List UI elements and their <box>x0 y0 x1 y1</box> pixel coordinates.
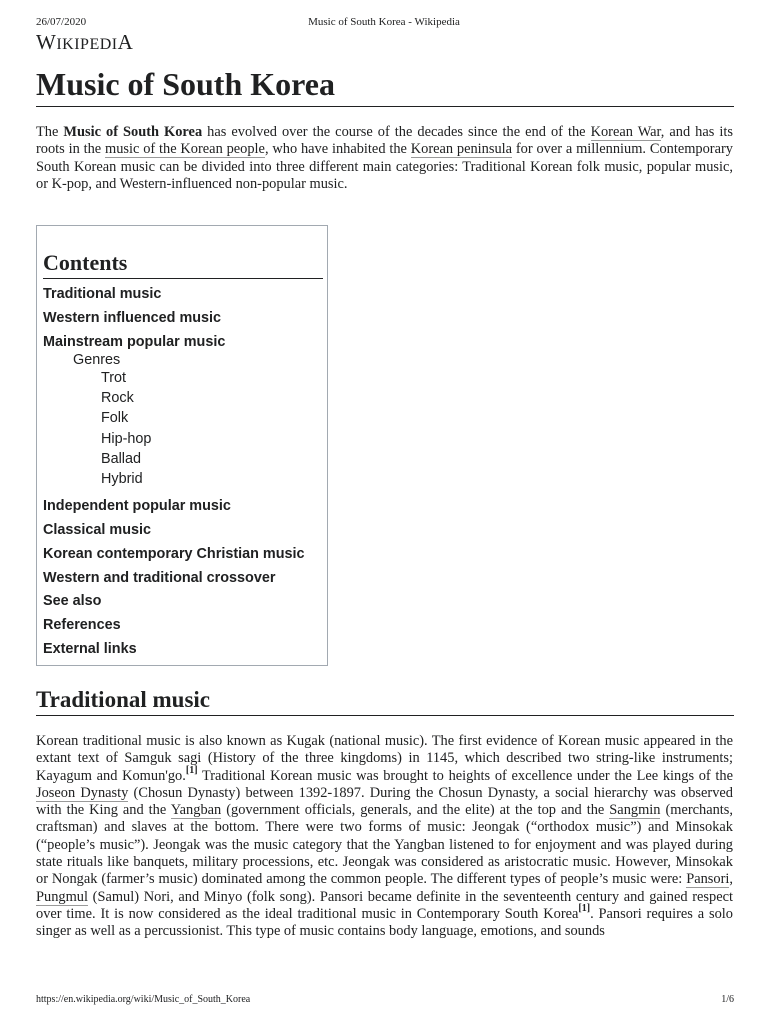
toc-item-western-influenced-music[interactable]: Western influenced music <box>43 310 222 326</box>
wikipedia-logo[interactable] <box>36 30 133 55</box>
logo-first-letter: W <box>36 30 57 54</box>
logo-last-letter: A <box>117 30 134 54</box>
lead-text: , who have inhabited the <box>264 141 411 158</box>
body-text: , <box>729 871 733 888</box>
body-text: Korean traditional music is also known as Kugak (national music). The first evidence of Korean music appeared in the extant text of Samguk sagi (History of the three kingdoms) in 1145, which described two string-like instruments; Kayagum and Komun'go. <box>36 733 733 784</box>
toc-item-classical-music[interactable]: Classical music <box>43 522 151 538</box>
toc-item-korean-contemporary-christian-music[interactable]: Korean contemporary Christian music <box>43 546 305 562</box>
toc-item-genres[interactable]: Genres <box>73 352 121 368</box>
toc-item-external-links[interactable]: External links <box>43 641 137 657</box>
citation-ref[interactable]: [1] <box>185 764 198 776</box>
body-text: (government officials, generals, and the elite) at the top and the <box>221 802 610 819</box>
toc-item-western-and-traditional-crossover[interactable]: Western and traditional crossover <box>43 570 276 586</box>
traditional-music-paragraph <box>36 733 733 941</box>
table-of-contents <box>36 225 328 666</box>
section-heading-traditional-music: Traditional music <box>36 686 734 716</box>
body-text: . Pansori requires a solo singer as well as a percussionist. This type of music contains body language, emotions, and sounds <box>36 905 733 940</box>
lead-text: has evolved over the course of the decades since the end of the <box>202 124 591 140</box>
body-text: (Samul) Nori, and Minyo (folk song). Pansori became definite in the seventeenth century and gained respect over time. It is now considered as the ideal traditional music in Contemporary South Korea <box>36 888 733 922</box>
print-date: 26/07/2020 <box>36 16 87 28</box>
link-pansori[interactable]: Pansori <box>686 871 730 888</box>
link-yangban[interactable]: Yangban <box>170 802 222 819</box>
toc-item-trot[interactable]: Trot <box>101 370 127 386</box>
page-number: 1/6 <box>721 994 734 1005</box>
toc-title: Contents <box>43 250 323 279</box>
page-title: Music of South Korea <box>36 64 734 107</box>
body-text: Traditional Korean music was brought to heights of excellence under the Lee kings of the <box>197 767 733 784</box>
link-music-of-korean-people[interactable]: music of the Korean people <box>105 141 265 158</box>
lead-text: , and has its roots in the <box>36 124 733 158</box>
link-korean-peninsula[interactable]: Korean peninsula <box>410 141 513 158</box>
logo-smallcaps: IKIPEDI <box>56 36 118 53</box>
toc-item-hybrid[interactable]: Hybrid <box>101 471 143 487</box>
citation-ref[interactable]: [1] <box>578 903 591 915</box>
toc-item-traditional-music[interactable]: Traditional music <box>43 286 162 302</box>
print-doc-title: Music of South Korea - Wikipedia <box>308 16 460 28</box>
lead-paragraph <box>36 124 733 194</box>
lead-text: for over a millennium. Contemporary South Korean music can be divided into three different main categories: Traditional Korean folk music, popular music, or K-pop, and Western-influenced non-popular music. <box>36 141 733 193</box>
link-pungmul[interactable]: Pungmul <box>36 888 88 905</box>
toc-item-see-also[interactable]: See also <box>43 593 102 609</box>
toc-item-ballad[interactable]: Ballad <box>101 451 142 467</box>
link-korean-war[interactable]: Korean War <box>590 124 661 140</box>
body-text: (Chosun Dynasty) between 1392-1897. During the Chosun Dynasty, a social hierarchy was observed with the King and the <box>36 784 733 819</box>
toc-item-independent-popular-music[interactable]: Independent popular music <box>43 498 231 514</box>
toc-item-references[interactable]: References <box>43 617 121 633</box>
print-url: https://en.wikipedia.org/wiki/Music_of_South_Korea <box>36 994 251 1005</box>
toc-item-rock[interactable]: Rock <box>101 390 134 406</box>
toc-item-folk[interactable]: Folk <box>101 410 129 426</box>
lead-text: The <box>36 124 64 140</box>
link-sangmin[interactable]: Sangmin <box>609 802 661 819</box>
link-joseon-dynasty[interactable]: Joseon Dynasty <box>36 784 129 801</box>
body-text: (merchants, craftsman) and slaves at the bottom. There were two forms of music: Jeongak (“orthodox music”) and Minsokak (“people’s music”). Jeongak was the music category that the Yangban listened to for enjoyment and was played during state rituals like banquets, military processions, etc. Jeongak was considered as aristocratic music. However, Minsokak or Nongak (farmer’s music) dominated among the common people. The different types of people’s music were: <box>36 802 733 888</box>
toc-item-hip-hop[interactable]: Hip-hop <box>101 431 152 447</box>
lead-bold-subject: Music of South Korea <box>63 124 203 140</box>
toc-item-mainstream-popular-music[interactable]: Mainstream popular music <box>43 334 226 350</box>
